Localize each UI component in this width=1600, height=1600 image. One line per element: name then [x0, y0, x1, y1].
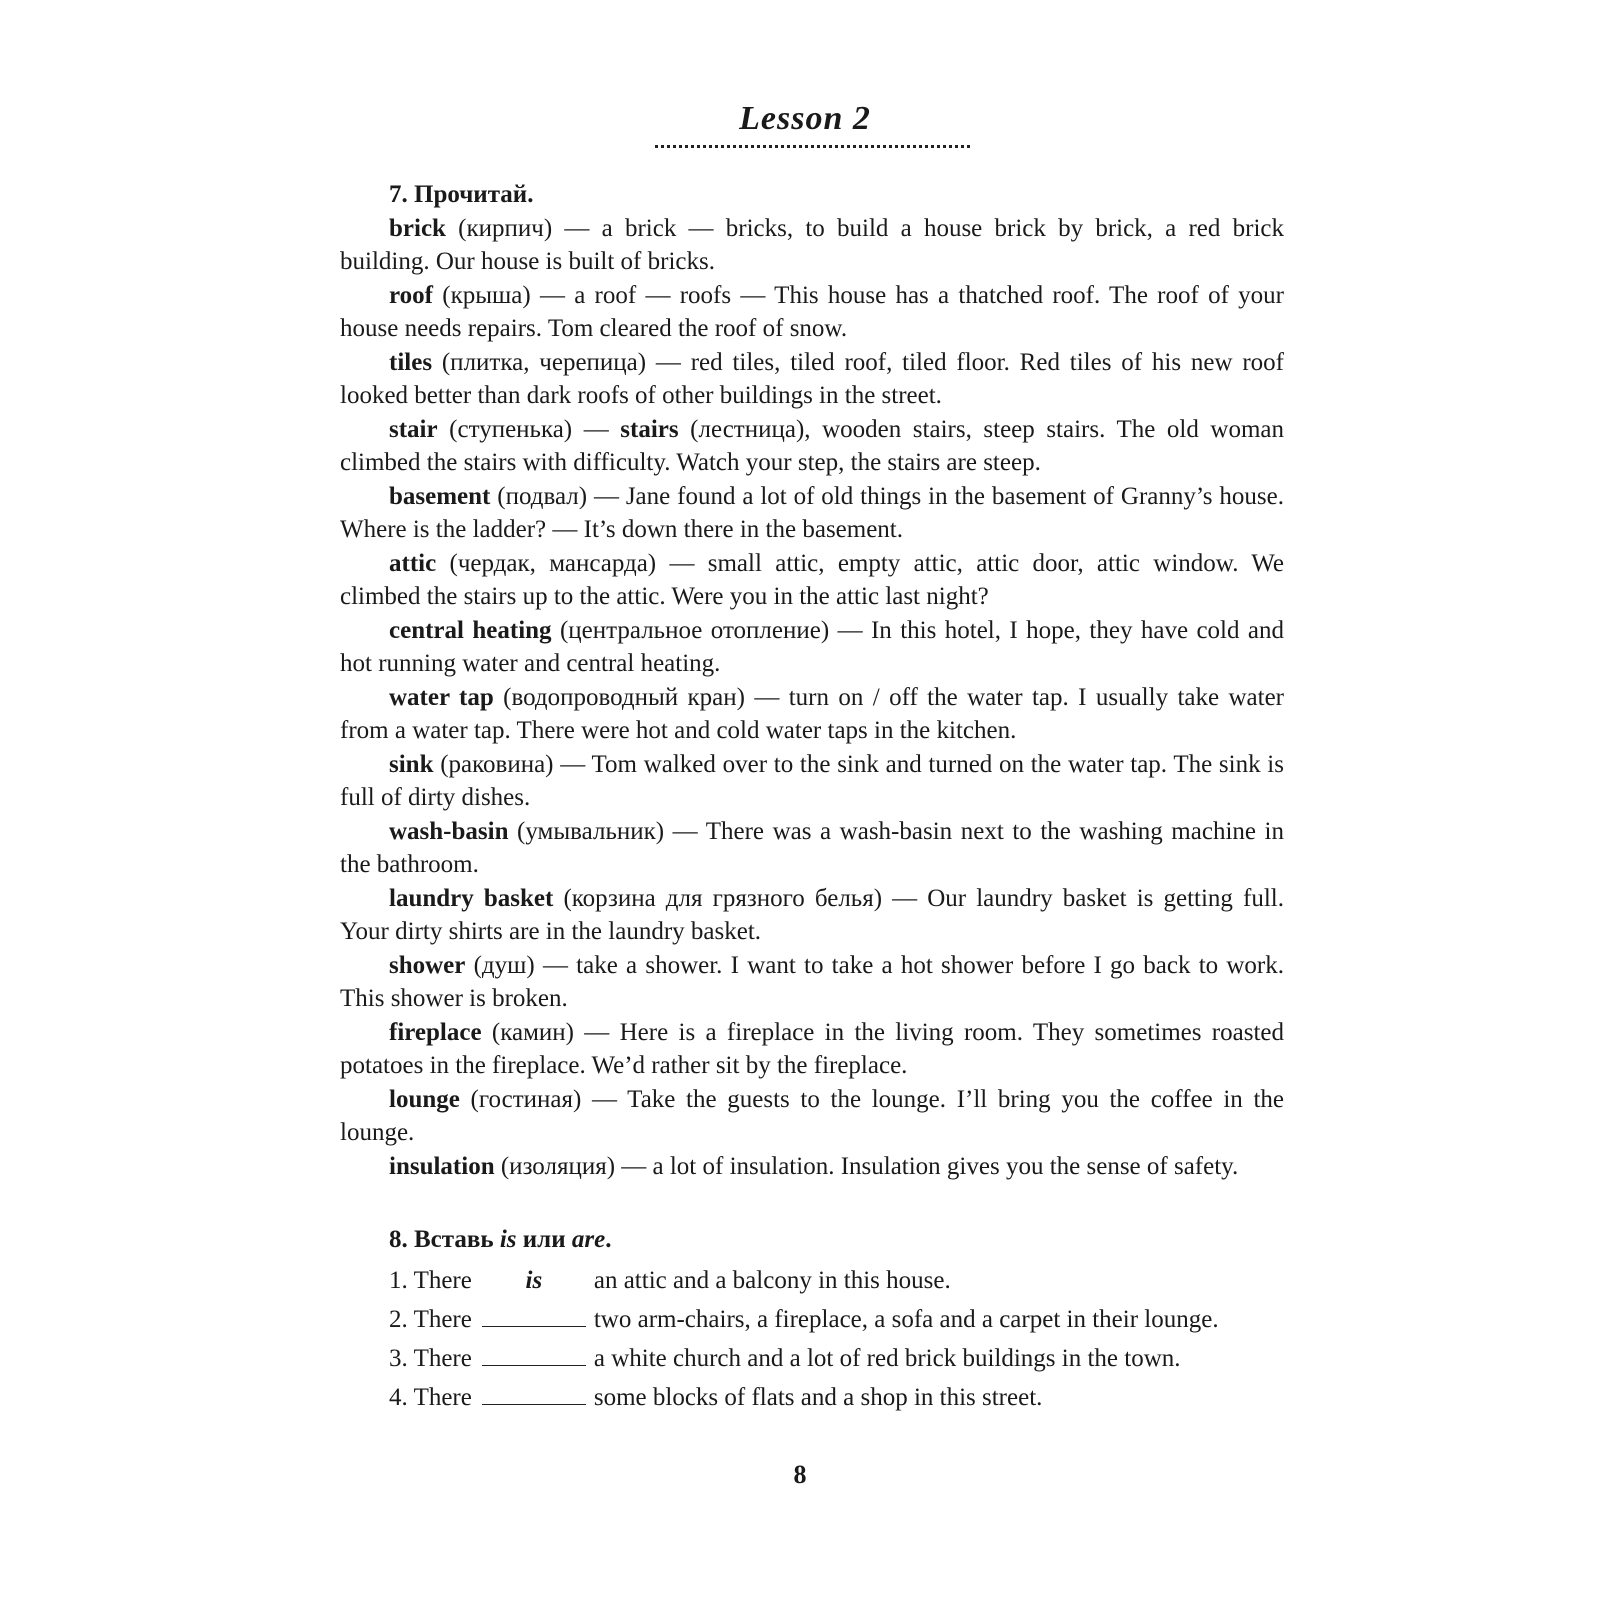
vocab-term: stairs [620, 415, 679, 443]
vocab-definition: (чердак, мансарда) — small attic, empty attic, attic door, attic window. We climbed the stairs up to the attic. Were you in the attic last night? [340, 549, 1284, 610]
fill-in-item [389, 1339, 1284, 1378]
heading-word-are: are [571, 1226, 606, 1253]
vocab-entry [340, 413, 1284, 480]
vocab-entry [340, 748, 1284, 815]
vocab-entry [340, 346, 1284, 413]
vocab-definition: (водопроводный кран) — turn on / off the water tap. I usually take water from a water tap. There were hot and cold water taps in the kitchen. [340, 683, 1284, 744]
vocab-definition: (центральное отопление) — In this hotel, I hope, they have cold and hot running water and central heating. [340, 616, 1285, 677]
vocab-term: roof [389, 281, 433, 309]
vocab-term: stair [389, 415, 438, 443]
page-title: Lesson 2 [739, 100, 871, 137]
vocab-entry [340, 547, 1284, 614]
exercise-8 [340, 1223, 1284, 1417]
heading-word-is: is [499, 1226, 517, 1253]
vocab-definition: (раковина) — Tom walked over to the sink and turned on the water tap. The sink is full of dirty dishes. [340, 750, 1284, 811]
vocab-term: sink [389, 750, 434, 778]
item-rest: an attic and a balcony in this house. [593, 1266, 951, 1294]
item-rest: some blocks of flats and a shop in this street. [593, 1383, 1043, 1411]
vocab-entry [340, 212, 1284, 279]
vocab-entry [340, 949, 1284, 1016]
vocab-definition: (кирпич) — a brick — bricks, to build a house brick by brick, a red brick building. Our house is built of bricks. [340, 214, 1284, 275]
vocab-term: shower [389, 951, 466, 979]
fill-in-item [389, 1378, 1284, 1417]
vocab-definition: (душ) — take a shower. I want to take a hot shower before I go back to work. This shower is broken. [340, 951, 1284, 1012]
exercise-7-heading: 7. Прочитай. [389, 181, 534, 208]
fill-in-item [389, 1300, 1284, 1339]
vocab-term: lounge [389, 1085, 460, 1113]
vocab-entry [340, 882, 1284, 949]
vocab-term: water tap [389, 683, 494, 711]
vocab-definition: (корзина для грязного белья) — Our laundry basket is getting full. Your dirty shirts are in the laundry basket. [340, 884, 1284, 945]
heading-dot: . [605, 1226, 612, 1253]
title-dotted-rule [655, 145, 970, 148]
vocab-term: fireplace [389, 1018, 482, 1046]
vocab-definition: (камин) — Here is a fireplace in the living room. They sometimes roasted potatoes in the fireplace. We’d rather sit by the fireplace. [340, 1018, 1284, 1079]
heading-prefix: 8. Вставь [389, 1226, 500, 1253]
vocab-entry [340, 1016, 1284, 1083]
item-lead: There [413, 1305, 472, 1333]
item-number: 4. [389, 1383, 408, 1411]
vocab-definition: (умывальник) — There was a wash-basin next to the washing machine in the bathroom. [340, 817, 1284, 878]
vocab-entry [340, 1150, 1284, 1184]
vocab-term: brick [389, 214, 446, 242]
vocab-term: central heating [389, 616, 552, 644]
vocab-term: laundry basket [389, 884, 554, 912]
item-number: 1. [389, 1266, 408, 1294]
item-number: 3. [389, 1344, 408, 1372]
vocab-entry [340, 279, 1284, 346]
item-lead: There [413, 1344, 472, 1372]
answer-example: is [525, 1266, 543, 1294]
answer-blank[interactable] [482, 1302, 586, 1327]
vocab-definition: (подвал) — Jane found a lot of old things in the basement of Granny’s house. Where is the ladder? — It’s down there in the basement. [340, 482, 1284, 543]
answer-blank[interactable] [482, 1341, 586, 1366]
item-rest: two arm-chairs, a fireplace, a sofa and a carpet in their lounge. [593, 1305, 1219, 1333]
vocab-definition: (ступенька) — [437, 415, 621, 443]
vocab-definition: (плитка, черепица) — red tiles, tiled roof, tiled floor. Red tiles of his new roof looked better than dark roofs of other buildings in the street. [340, 348, 1284, 409]
vocab-term: attic [389, 549, 437, 577]
vocab-entry [340, 1083, 1284, 1150]
exercise-8-heading [389, 1223, 1284, 1257]
item-number: 2. [389, 1305, 408, 1333]
vocab-definition: (гостиная) — Take the guests to the lounge. I’ll bring you the coffee in the lounge. [340, 1085, 1284, 1146]
vocab-definition: (крыша) — a roof — roofs — This house has a thatched roof. The roof of your house needs repairs. Tom cleared the roof of snow. [340, 281, 1284, 342]
page-content [340, 178, 1284, 1417]
fill-in-list [389, 1261, 1284, 1417]
vocab-entry [340, 614, 1284, 681]
vocab-term: tiles [389, 348, 433, 376]
vocab-term: wash-basin [389, 817, 509, 845]
heading-word-or: или [516, 1226, 572, 1253]
vocabulary-list [340, 212, 1284, 1184]
vocab-term: insulation [389, 1152, 495, 1180]
fill-in-item [389, 1261, 1284, 1300]
vocab-definition: (изоляция) — a lot of insulation. Insulation gives you the sense of safety. [494, 1152, 1239, 1180]
vocab-definition: (лестница), wooden stairs, steep stairs. The old woman climbed the stairs with difficulty. Watch your step, the stairs are steep. [340, 415, 1284, 476]
item-rest: a white church and a lot of red brick buildings in the town. [593, 1344, 1181, 1372]
item-lead: There [413, 1383, 472, 1411]
vocab-entry [340, 815, 1284, 882]
answer-blank[interactable] [482, 1380, 586, 1405]
vocab-entry [340, 480, 1284, 547]
vocab-term: basement [389, 482, 491, 510]
item-lead: There [413, 1266, 472, 1294]
page-number: 8 [793, 1460, 807, 1489]
vocab-entry [340, 681, 1284, 748]
